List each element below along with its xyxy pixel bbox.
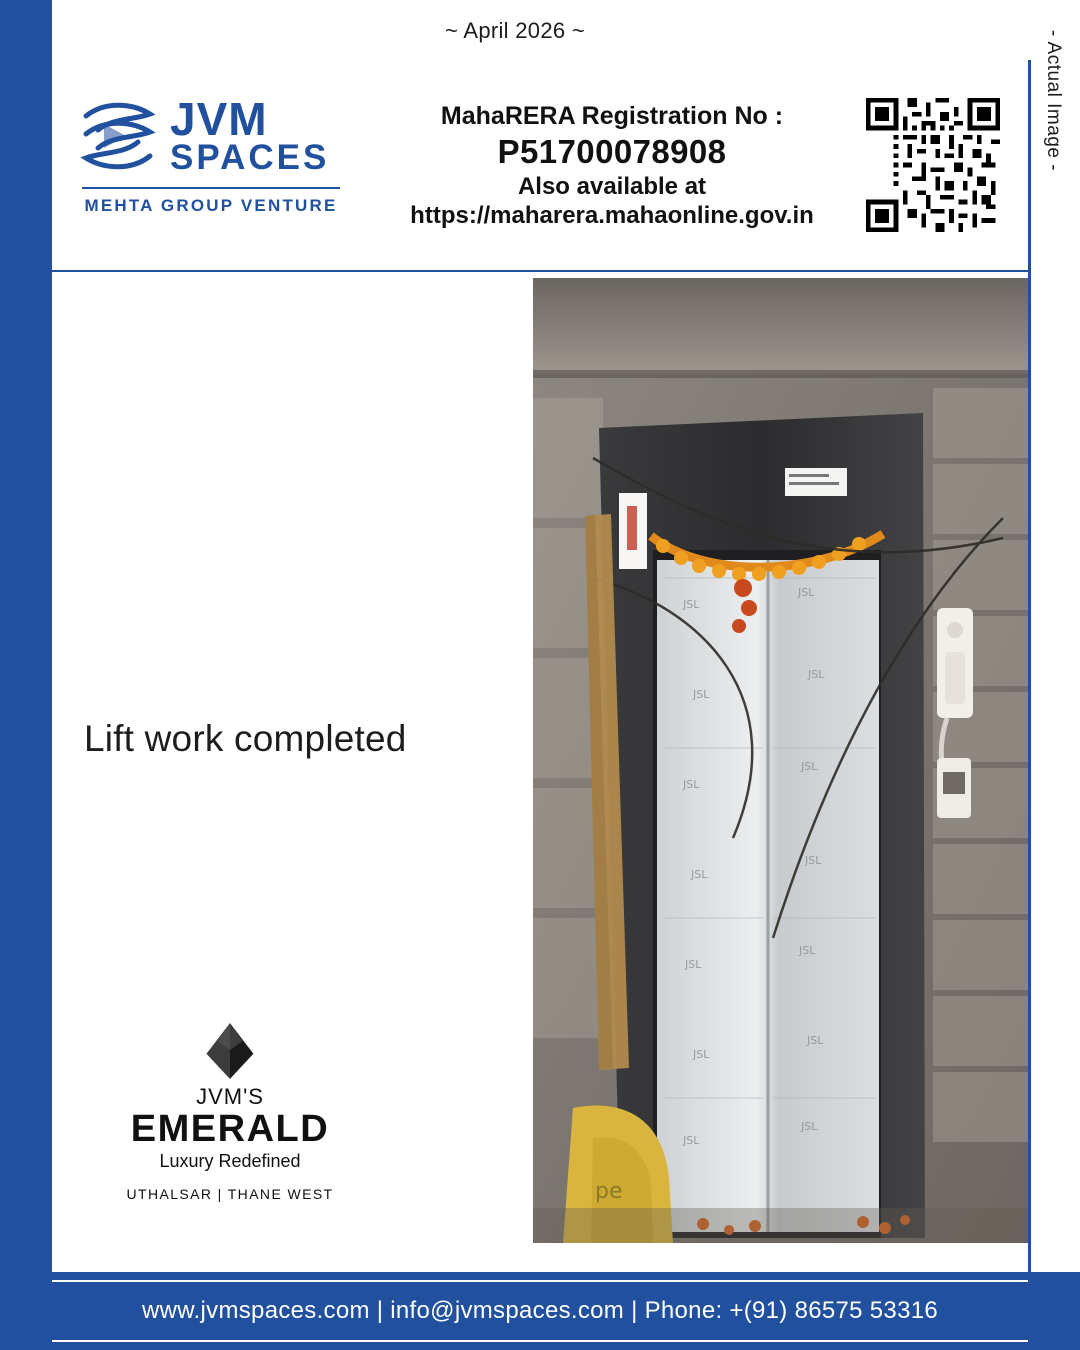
- project-possessive: JVM'S: [196, 1084, 264, 1109]
- brand-name-top: JVM: [170, 92, 268, 145]
- actual-image-label: [1036, 30, 1070, 270]
- svg-text:JSL: JSL: [691, 868, 708, 881]
- svg-text:JSL: JSL: [808, 668, 825, 681]
- footer-bar: [0, 1272, 1080, 1350]
- diamond-icon: [110, 1020, 350, 1082]
- rera-block: [352, 102, 872, 230]
- svg-text:JSL: JSL: [807, 1034, 824, 1047]
- svg-text:JSL: JSL: [693, 688, 710, 701]
- project-location: UTHALSAR | THANE WEST: [126, 1186, 334, 1202]
- header-divider: [52, 270, 1028, 272]
- brand-name-bottom: SPACES: [170, 138, 330, 178]
- svg-text:JSL: JSL: [801, 1120, 818, 1133]
- construction-photo-lift-door: [533, 278, 1028, 1243]
- jvm-spaces-logo-icon: [76, 94, 160, 178]
- rera-also-available: Also available at: [517, 173, 707, 200]
- brand-logo: [76, 94, 366, 216]
- actual-image-text: - Actual Image -: [1043, 30, 1064, 172]
- svg-text:JSL: JSL: [799, 944, 816, 957]
- header-bar: [52, 60, 1028, 272]
- right-border-rule: [1028, 60, 1031, 1272]
- svg-text:JSL: JSL: [683, 1134, 700, 1147]
- svg-text:JSL: JSL: [801, 760, 818, 773]
- svg-text:JSL: JSL: [683, 778, 700, 791]
- svg-text:JSL: JSL: [805, 854, 822, 867]
- left-border-strip: [0, 0, 52, 1272]
- project-logo: [110, 1020, 350, 1202]
- rera-number: P51700078908: [497, 133, 727, 170]
- qr-code-icon: [866, 98, 1000, 232]
- svg-text:JSL: JSL: [798, 586, 815, 599]
- svg-text:JSL: JSL: [683, 598, 700, 611]
- svg-text:pe: pe: [595, 1179, 623, 1204]
- footer-inner: [52, 1280, 1028, 1342]
- svg-text:JSL: JSL: [693, 1048, 710, 1061]
- photo-caption: Lift work completed: [84, 718, 407, 759]
- footer-contact[interactable]: www.jvmspaces.com | info@jvmspaces.com | Phone: +(91) 86575 53316: [141, 1297, 939, 1324]
- date-label: ~ April 2026 ~: [445, 18, 585, 43]
- rera-title: MahaRERA Registration No :: [440, 102, 784, 130]
- rera-url: https://maharera.mahaonline.gov.in: [410, 202, 814, 229]
- project-name: EMERALD: [130, 1108, 330, 1150]
- project-tagline: Luxury Redefined: [159, 1151, 301, 1171]
- brand-tagline: MEHTA GROUP VENTURE: [82, 187, 340, 216]
- svg-text:JSL: JSL: [685, 958, 702, 971]
